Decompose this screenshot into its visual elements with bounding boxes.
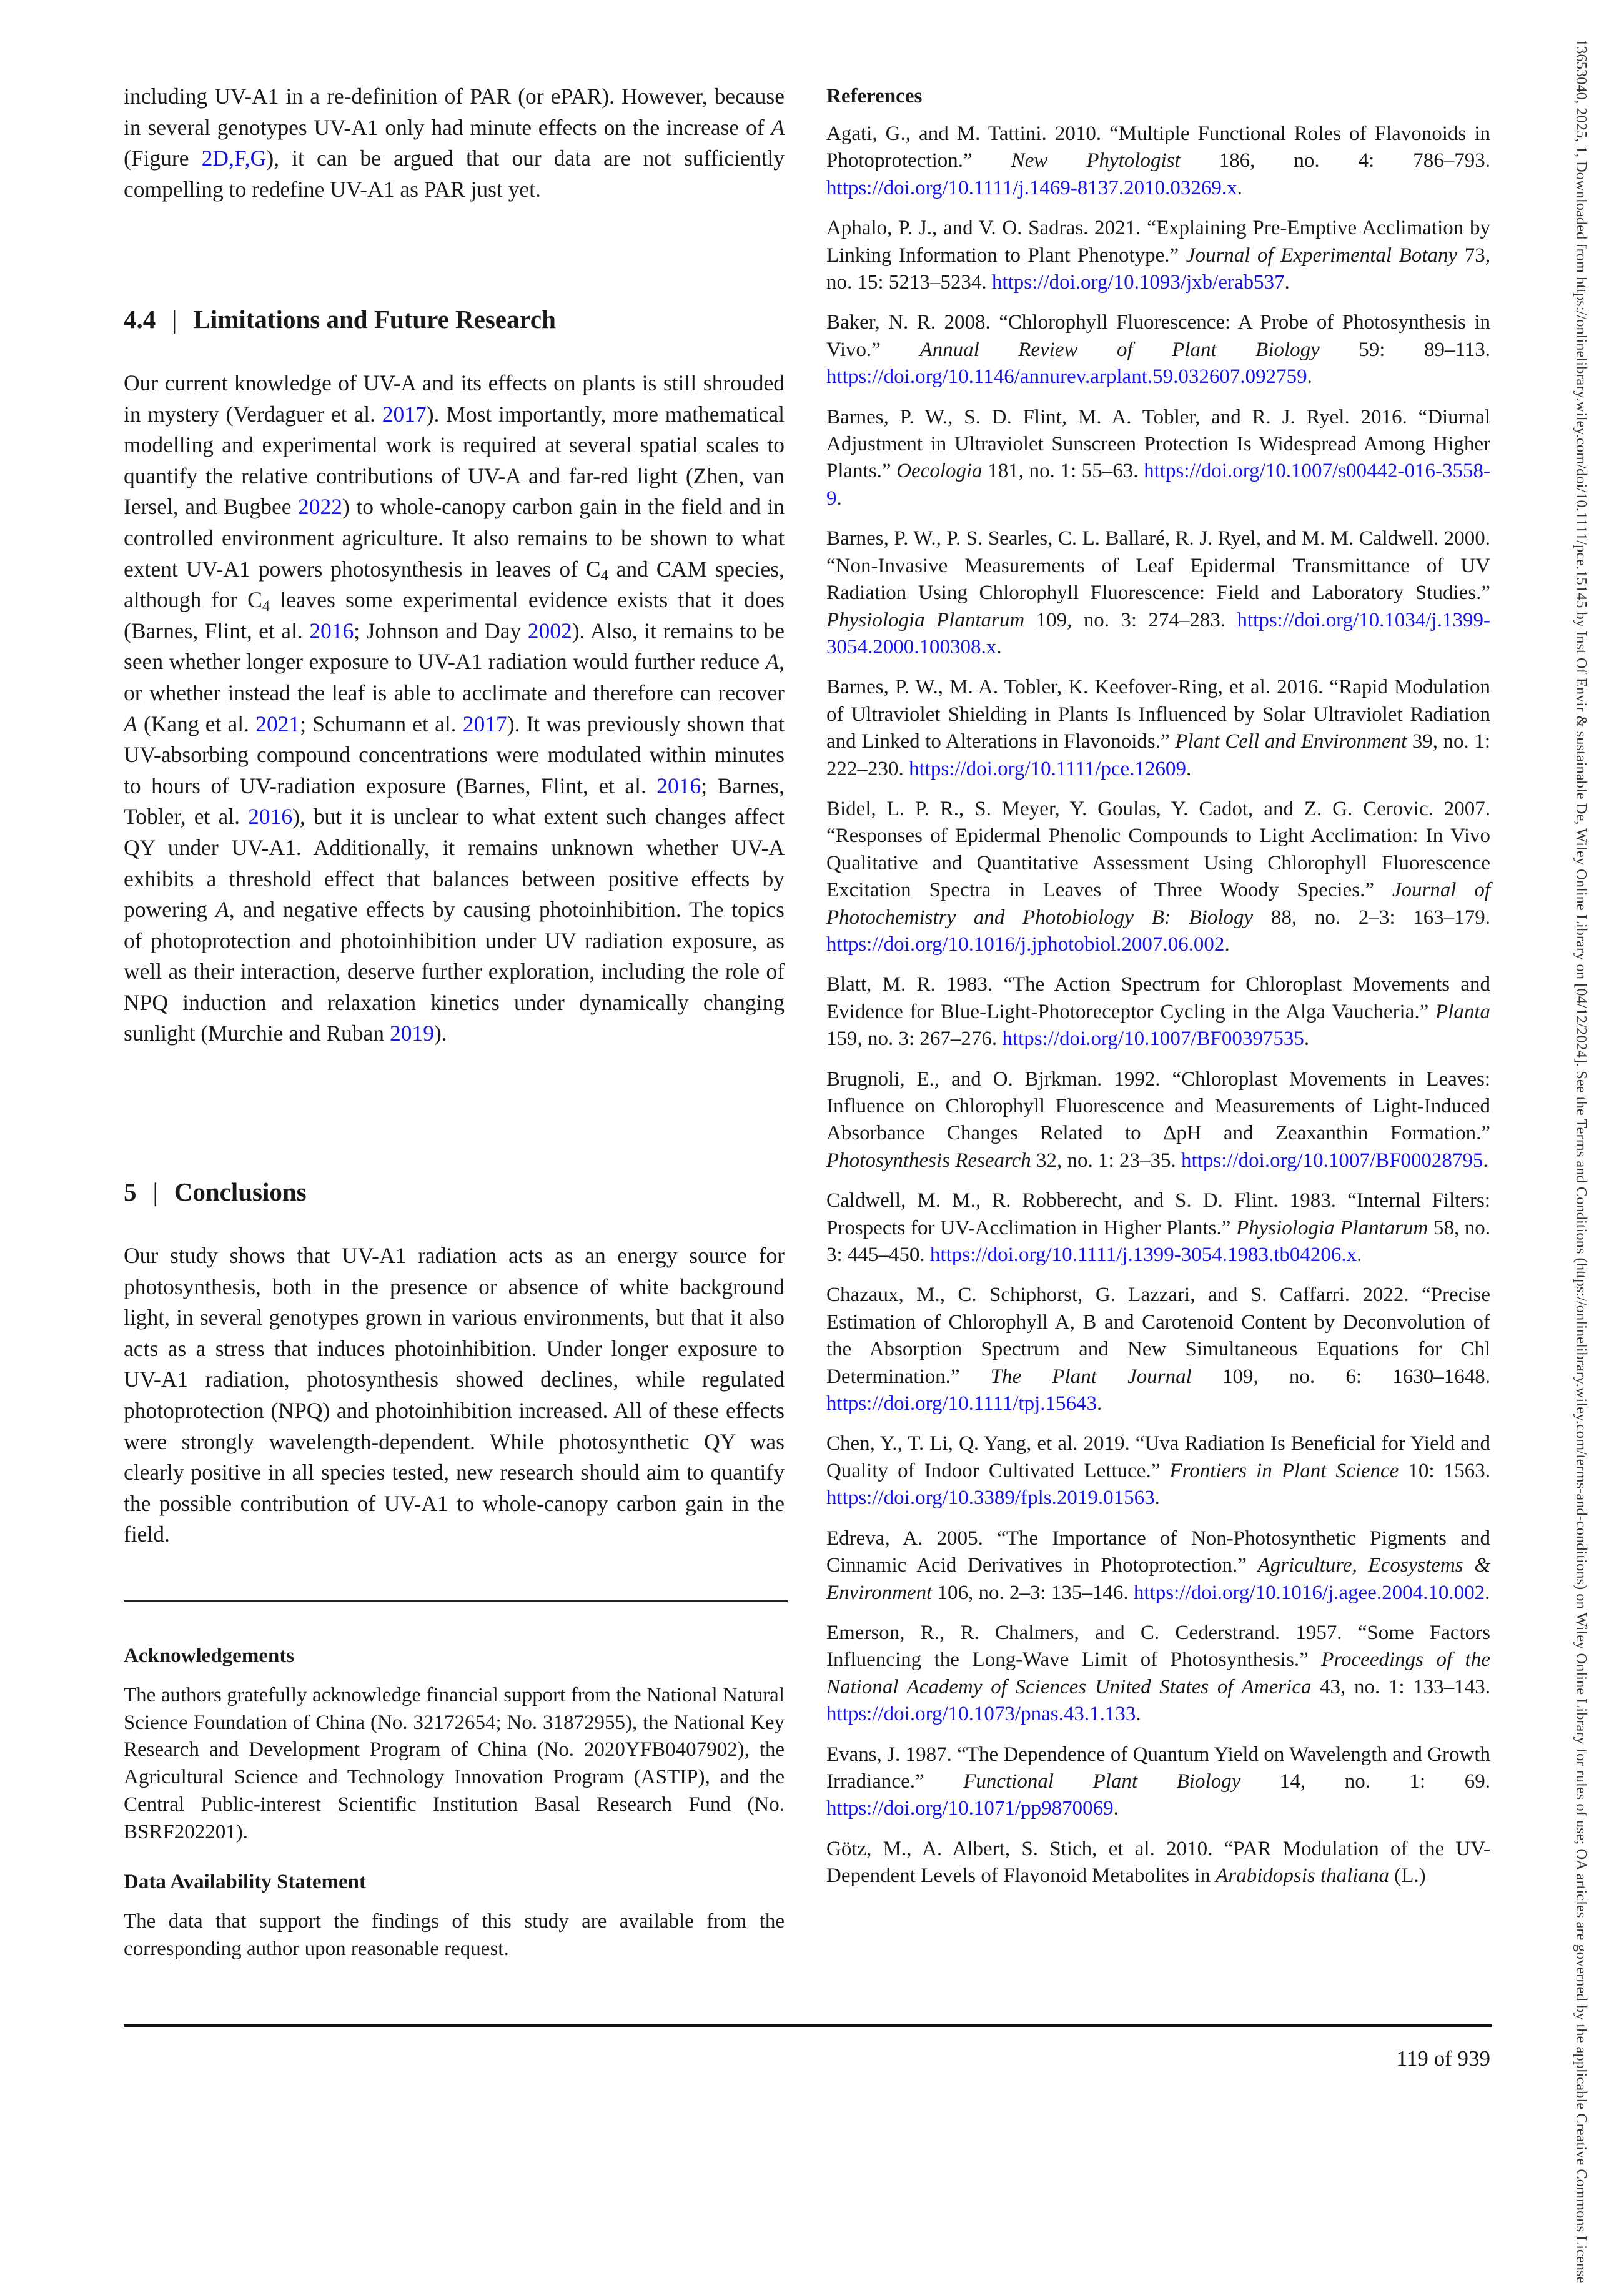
text-run: Chen, Y., T. Li, Q. Yang, et al. 2019. “Uva Radiation Is Beneficial for Yield and Quality of Indoor Cultivated Lettuce.” <box>826 1432 1490 1482</box>
italic-text: Physiologia Plantarum <box>826 608 1025 631</box>
text-run: . <box>1284 271 1290 294</box>
section-title: Limitations and Future Research <box>193 305 556 334</box>
reference-item <box>826 674 1490 783</box>
subscript: 4 <box>600 567 608 584</box>
text-run: 109, no. 6: 1630–1648. <box>1191 1365 1490 1388</box>
text-run: Our study shows that UV-A1 radiation acts as an energy source for photosynthesis, both in the presence or absence of white background light, in several genotypes grown in various environments, but that it also acts as a stress that induces photoinhibition. Under longer exposure to UV-A1 radiation, photosynthesis showed declines, while regulated photoprotection (NPQ) and photoinhibition increased. All of these effects were strongly wavelength-dependent. While photosynthetic QY was clearly positive in all species tested, new research should aim to quantify the possible contribution of UV-A1 to whole-canopy carbon gain in the field. <box>124 1243 785 1547</box>
citation-link[interactable]: https://doi.org/10.1071/pp9870069 <box>826 1797 1114 1820</box>
citation-link[interactable]: 2021 <box>255 711 300 736</box>
section-title: Conclusions <box>174 1177 307 1206</box>
section-heading-5 <box>124 1177 307 1207</box>
citation-link[interactable]: 2019 <box>389 1021 434 1046</box>
text-run: Our current knowledge of UV-A and its effects on plants is still shrouded in mystery (Verdaguer et al. <box>124 370 785 427</box>
citation-link[interactable]: https://doi.org/10.3389/fpls.2019.01563 <box>826 1487 1155 1510</box>
text-run: . <box>1154 1487 1160 1510</box>
text-run: 14, no. 1: 69. <box>1240 1770 1491 1793</box>
italic-text: A <box>124 711 137 736</box>
text-run: . <box>1307 365 1312 389</box>
italic-text: Physiologia Plantarum <box>1235 1216 1428 1239</box>
text-run: 109, no. 3: 274–283. <box>1024 608 1237 631</box>
citation-link[interactable]: 2002 <box>527 618 572 643</box>
citation-link[interactable]: https://doi.org/10.1111/pce.12609 <box>909 757 1186 780</box>
citation-link[interactable]: 2016 <box>656 773 701 798</box>
text-run: ). Most importantly, more mathematical modelling and experimental work is required at several spatial scales to quantify the relative contributions of UV-A and far-red light (Zhen, van Iersel, and Bugbee <box>124 401 785 520</box>
text-run: (Figure <box>124 146 202 171</box>
text-run: . <box>1237 176 1242 199</box>
page-number: 119 of 939 <box>1396 2046 1490 2071</box>
reference-item <box>826 1066 1490 1175</box>
text-run: 181, no. 1: 55–63. <box>982 460 1144 483</box>
citation-link[interactable]: 2D,F,G <box>201 146 267 171</box>
text-run: Barnes, P. W., S. D. Flint, M. A. Tobler, and R. J. Ryel. 2016. “Diurnal Adjustment in Ultraviolet Sunscreen Protection Is Widespread Among Higher Plants.” <box>826 405 1490 483</box>
reference-item <box>826 971 1490 1052</box>
text-run: Bidel, L. P. R., S. Meyer, Y. Goulas, Y. Cadot, and Z. G. Cerovic. 2007. “Responses of Epidermal Phenolic Compounds to Light Acclimation: In Vivo Qualitative and Quantitative Assessment Using Chlorophyll Fluorescence Excitation Spectra in Leaves of Three Woody Species.” <box>826 797 1490 902</box>
text-run: Aphalo, P. J., and V. O. Sadras. 2021. “Explaining Pre-Emptive Acclimation by Linking Information to Plant Phenotype.” <box>826 217 1490 267</box>
citation-link[interactable]: https://doi.org/10.1093/jxb/erab537 <box>991 271 1285 294</box>
reference-item <box>826 215 1490 296</box>
italic-text: Photosynthesis Research <box>826 1149 1031 1172</box>
text-run: 32, no. 1: 23–35. <box>1031 1149 1181 1172</box>
italic-text: Frontiers in Plant Science <box>1169 1459 1399 1482</box>
text-run: . <box>1483 1149 1488 1172</box>
section-divider <box>124 1600 788 1602</box>
text-run: . <box>1224 933 1230 956</box>
text-run: Götz, M., A. Albert, S. Stich, et al. 2010. “PAR Modulation of the UV-Dependent Levels of Flavonoid Metabolites in <box>826 1837 1490 1888</box>
section-separator: | <box>172 305 177 334</box>
italic-text: Plant Cell and Environment <box>1175 730 1407 753</box>
reference-item <box>826 121 1490 202</box>
text-run: Chazaux, M., C. Schiphorst, G. Lazzari, and S. Caffarri. 2022. “Precise Estimation of Chlorophyll A, B and Carotenoid Content by Deconvolution of the Absorption Spectrum and New Simultaneous Equations for Chl Determination.” <box>826 1284 1490 1388</box>
acknowledgements-heading: Acknowledgements <box>124 1645 295 1667</box>
intro-paragraph <box>124 81 785 205</box>
italic-text: The Plant Journal <box>990 1365 1192 1388</box>
footer-rule <box>124 2024 1492 2027</box>
text-run: Evans, J. 1987. “The Dependence of Quantum Yield on Wavelength and Growth Irradiance.” <box>826 1743 1490 1793</box>
citation-link[interactable]: https://doi.org/10.1007/BF00397535 <box>1002 1028 1304 1051</box>
text-run: ; Johnson and Day <box>354 618 528 643</box>
text-run: Barnes, P. W., P. S. Searles, C. L. Ballaré, R. J. Ryel, and M. M. Caldwell. 2000. “Non-Invasive Measurements of Leaf Epidermal Transmittance of UV Radiation Using Chlorophyll Fluorescence: Field and Laboratory Studies.” <box>826 527 1490 605</box>
data-availability-heading: Data Availability Statement <box>124 1871 367 1893</box>
text-run: Blatt, M. R. 1983. “The Action Spectrum for Chloroplast Movements and Evidence for Blue-Light-Photoreceptor Cycling in the Alga Vaucheria.” <box>826 973 1490 1023</box>
italic-text: Functional Plant Biology <box>963 1770 1241 1793</box>
text-run: (Kang et al. <box>137 711 256 736</box>
text-run: ). Also, it remains to be seen whether longer exposure to UV-A1 radiation would further reduce <box>124 618 785 675</box>
citation-link[interactable]: 2016 <box>248 804 293 830</box>
italic-text: A <box>771 114 785 140</box>
text-run: including UV-A1 in a re-definition of PAR (or ePAR). However, because in several genotypes UV-A1 only had minute effects on the increase of <box>124 84 785 140</box>
data-availability-text: The data that support the findings of this study are available from the corresponding author upon reasonable request. <box>124 1910 785 1960</box>
reference-item <box>826 1620 1490 1728</box>
citation-link[interactable]: https://doi.org/10.1146/annurev.arplant.59.032607.092759 <box>826 365 1307 389</box>
download-notice: 13653040, 2025, 1, Downloaded from https://onlinelibrary.wiley.com/doi/10.1111/pce.15145 by Inst Of Envir & sustainable De, Wiley Online Library on [04/12/2024]. See the Terms and Conditions (https://onlinelibrary.wiley.com/terms-and-conditions) on Wiley Online Library for rules of use; OA articles are governed by the applicable Creative Commons License <box>1573 39 1590 2283</box>
citation-link[interactable]: 2016 <box>309 618 354 643</box>
citation-link[interactable]: https://doi.org/10.1111/tpj.15643 <box>826 1392 1097 1415</box>
italic-text: Proceedings of the National Academy of Sciences United States of America <box>826 1648 1490 1698</box>
references-heading: References <box>826 85 923 107</box>
text-run: Brugnoli, E., and O. Bjrkman. 1992. “Chloroplast Movements in Leaves: Influence on Chlorophyll Fluorescence and Measurements of Light-Induced Absorbance Changes Related to ΔpH and Zeaxanthin Formation.” <box>826 1067 1490 1145</box>
italic-text: Planta <box>1435 1000 1490 1023</box>
text-run: and CAM species, although for C <box>124 556 785 613</box>
citation-link[interactable]: 2017 <box>382 401 427 427</box>
italic-text: Journal of Photochemistry and Photobiology B: Biology <box>826 879 1490 929</box>
text-run: , and negative effects by causing photoinhibition. The topics of photoprotection and photoinhibition under UV radiation exposure, as well as their interaction, deserve further exploration, including the role of NPQ induction and relaxation kinetics under dynamically changing sunlight (Murchie and Ruban <box>124 897 785 1046</box>
text-run: ), it can be argued that our data are not sufficiently compelling to redefine UV-A1 as PAR just yet. <box>124 146 785 202</box>
text-run: 10: 1563. <box>1399 1459 1490 1482</box>
citation-link[interactable]: https://doi.org/10.1034/j.1399-3054.2000.100308.x <box>826 608 1490 658</box>
text-run: leaves some experimental evidence exists that it does (Barnes, Flint, et al. <box>124 587 785 643</box>
text-run: ), but it is unclear to what extent such changes affect QY under UV-A1. Additionally, it remains unknown whether UV-A exhibits a threshold effect that balances between positive effects by powering <box>124 804 785 923</box>
text-run: Baker, N. R. 2008. “Chlorophyll Fluorescence: A Probe of Photosynthesis in Vivo.” <box>826 311 1490 361</box>
section-separator: | <box>152 1177 158 1206</box>
reference-item <box>826 1282 1490 1417</box>
section-number: 5 <box>124 1177 137 1206</box>
citation-link[interactable]: https://doi.org/10.1007/s00442-016-3558-9 <box>826 460 1491 510</box>
text-run: . <box>836 487 842 510</box>
section-heading-4-4 <box>124 304 556 335</box>
text-run: 88, no. 2–3: 163–179. <box>1253 906 1491 929</box>
italic-text: Journal of Experimental Botany <box>1186 244 1458 267</box>
citation-link[interactable]: https://doi.org/10.1073/pnas.43.1.133 <box>826 1703 1136 1726</box>
italic-text: A <box>215 897 229 923</box>
reference-item <box>826 1187 1490 1269</box>
reference-item <box>826 1430 1490 1512</box>
conclusions-paragraph <box>124 1241 785 1550</box>
text-run: ; Barnes, Tobler, et al. <box>124 773 785 830</box>
reference-item <box>826 1741 1490 1823</box>
section-number: 4.4 <box>124 305 156 334</box>
text-run: Emerson, R., R. Chalmers, and C. Cederstrand. 1957. “Some Factors Influencing the Long-Wave Limit of Photosynthesis.” <box>826 1621 1490 1671</box>
text-run: 106, no. 2–3: 135–146. <box>932 1581 1134 1604</box>
reference-item <box>826 1836 1490 1890</box>
text-run: . <box>996 635 1002 658</box>
citation-link[interactable]: 2022 <box>298 494 343 520</box>
reference-item <box>826 404 1490 513</box>
text-run: 39, no. 1: 222–230. <box>826 730 1490 780</box>
text-run: 73, no. 15: 5213–5234. <box>826 244 1490 294</box>
text-run: 159, no. 3: 267–276. <box>826 1028 1003 1051</box>
text-run: Edreva, A. 2005. “The Importance of Non-Photosynthetic Pigments and Cinnamic Acid Derivatives in Photoprotection.” <box>826 1527 1490 1577</box>
italic-text: New Phytologist <box>1011 149 1181 172</box>
citation-link[interactable]: https://doi.org/10.1016/j.agee.2004.10.002 <box>1133 1581 1485 1604</box>
references-list <box>826 121 1490 1903</box>
text-run: 43, no. 1: 133–143. <box>1311 1675 1491 1698</box>
italic-text: A <box>765 649 780 675</box>
text-run: , or whether instead the leaf is able to acclimate and therefore can recover <box>124 649 785 705</box>
italic-text: Arabidopsis thaliana <box>1216 1865 1389 1888</box>
text-run: . <box>1136 1703 1141 1726</box>
citation-link[interactable]: https://doi.org/10.1016/j.jphotobiol.2007.06.002 <box>826 933 1225 956</box>
citation-link[interactable]: https://doi.org/10.1111/j.1399-3054.1983.tb04206.x <box>929 1244 1357 1267</box>
text-run: . <box>1357 1244 1362 1267</box>
text-run: . <box>1186 757 1192 780</box>
text-run: (L.) <box>1389 1865 1426 1888</box>
subscript: 4 <box>262 598 270 615</box>
citation-link[interactable]: 2017 <box>462 711 507 736</box>
reference-item <box>826 796 1490 958</box>
text-run: Agati, G., and M. Tattini. 2010. “Multiple Functional Roles of Flavonoids in Photoprotection.” <box>826 122 1490 172</box>
italic-text: Oecologia <box>896 460 983 483</box>
text-run: 59: 89–113. <box>1319 338 1490 361</box>
text-run: . <box>1304 1028 1310 1051</box>
text-run: Caldwell, M. M., R. Robberecht, and S. D. Flint. 1983. “Internal Filters: Prospects for UV-Acclimation in Higher Plants.” <box>826 1189 1490 1239</box>
text-run: 58, no. 3: 445–450. <box>826 1216 1491 1267</box>
reference-item <box>826 1525 1490 1607</box>
citation-link[interactable]: https://doi.org/10.1111/j.1469-8137.2010.03269.x <box>826 176 1237 199</box>
text-run: ). It was previously shown that UV-absorbing compound concentrations were modulated within minutes to hours of UV-radiation exposure (Barnes, Flint, et al. <box>124 711 785 798</box>
acknowledgements-text: The authors gratefully acknowledge financial support from the National Natural Science Foundation of China (No. 32172654; No. 31872955), the National Key Research and Development Program of China (No. 2020YFB0407902), the Agricultural Science and Technology Innovation Program (ASTIP), and the Central Public-interest Scientific Institution Basal Research Fund (No. BSRF202201). <box>124 1684 785 1843</box>
text-run: ; Schumann et al. <box>300 711 463 736</box>
text-run: Barnes, P. W., M. A. Tobler, K. Keefover-Ring, et al. 2016. “Rapid Modulation of Ultraviolet Shielding in Plants Is Influenced by Solar Ultraviolet Radiation and Linked to Alterations in Flavonoids.” <box>826 676 1490 753</box>
reference-item <box>826 309 1490 390</box>
italic-text: Annual Review of Plant Biology <box>919 338 1320 361</box>
citation-link[interactable]: https://doi.org/10.1007/BF00028795 <box>1181 1149 1483 1172</box>
text-run: ) to whole-canopy carbon gain in the field and in controlled environment agriculture. It also remains to be shown to what extent UV-A1 powers photosynthesis in leaves of C <box>124 494 785 582</box>
text-run: 186, no. 4: 786–793. <box>1180 149 1490 172</box>
text-run: ). <box>433 1021 447 1046</box>
italic-text: Agriculture, Ecosystems & Environment <box>826 1554 1491 1604</box>
text-run: . <box>1113 1797 1119 1820</box>
text-run: . <box>1097 1392 1102 1415</box>
limitations-paragraph <box>124 368 785 1049</box>
text-run: . <box>1485 1581 1490 1604</box>
reference-item <box>826 525 1490 661</box>
